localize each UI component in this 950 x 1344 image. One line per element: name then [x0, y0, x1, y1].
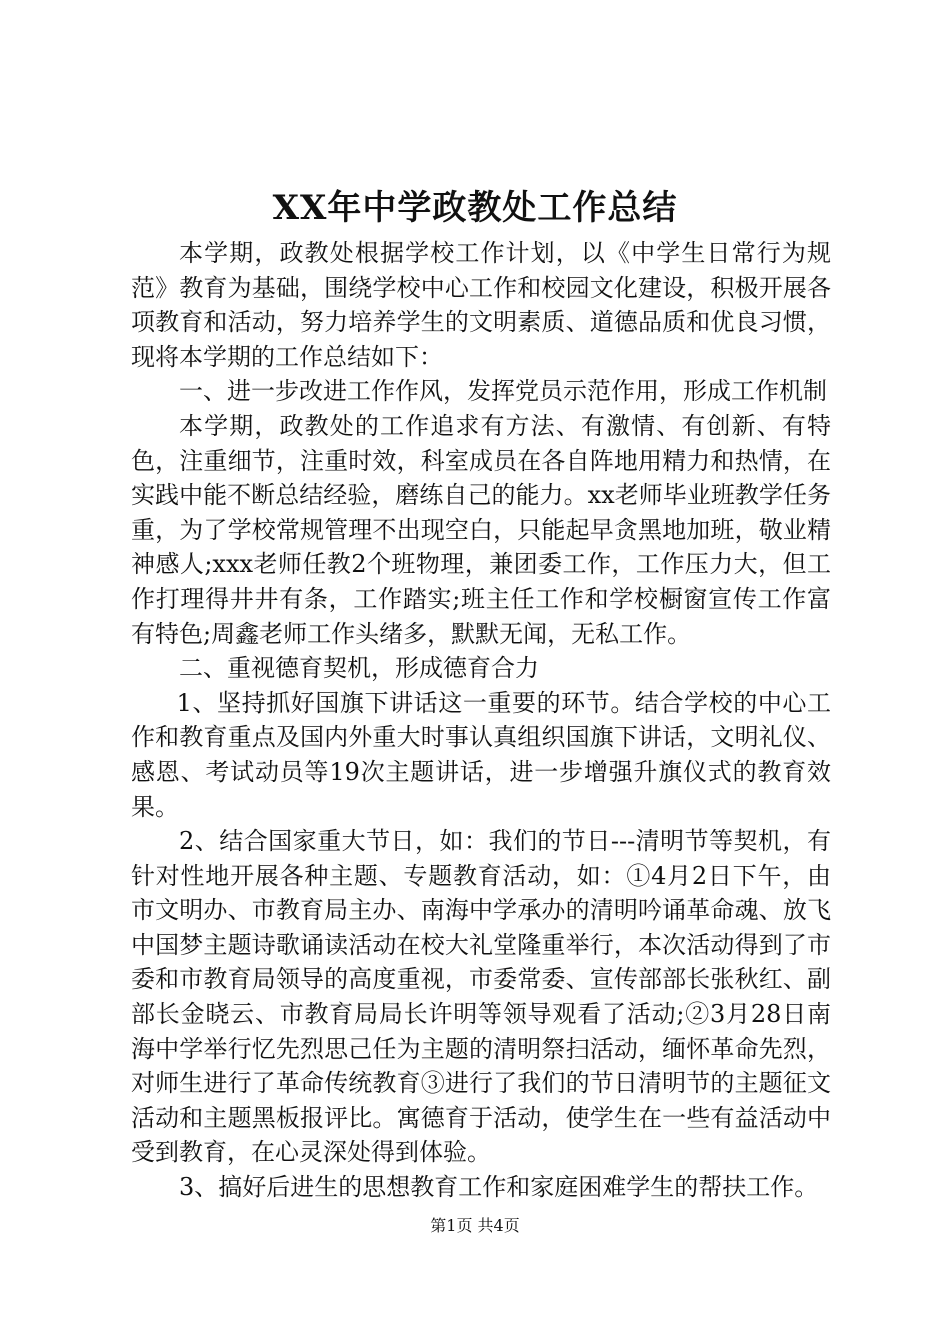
section-heading-1: 一、进一步改进工作作风，发挥党员示范作用，形成工作机制	[179, 377, 827, 406]
paragraph-section-1: 本学期，政教处的工作追求有方法、有激情、有创新、有特色，注重细节，注重时效，科室成员在各自阵地用精力和热情，在实践中能不断总结经验，磨练自己的能力。xx老师毕业班教学任务重，为了学校常规管理不出现空白，只能起早贪黑地加班，敬业精神感人;xxx老师任教2个班物理，兼团委工作，工作压力大，但工作打理得井井有条，工作踏实;班主任工作和学校橱窗宣传工作富有特色;周鑫老师工作头绪多，默默无闻，无私工作。	[131, 411, 831, 648]
paragraph-item-1: 1、坚持抓好国旗下讲话这一重要的环节。结合学校的中心工作和教育重点及国内外重大时事认真组织国旗下讲话，文明礼仪、感恩、考试动员等19次主题讲话，进一步增强升旗仪式的教育效果。	[131, 688, 831, 821]
section-heading-2: 二、重视德育契机，形成德育合力	[179, 654, 539, 683]
paragraph-item-3: 3、搞好后进生的思想教育工作和家庭困难学生的帮扶工作。	[179, 1173, 819, 1202]
paragraph-item-2: 2、结合国家重大节日，如：我们的节日---清明节等契机，有针对性地开展各种主题、专题教育活动，如：①4月2日下午，由市文明办、市教育局主办、南海中学承办的清明吟诵革命魂、放飞中国梦主题诗歌诵读活动在校大礼堂隆重举行，本次活动得到了市委和市教育局领导的高度重视，市委常委、宣传部部长张秋红、副部长金晓云、市教育局局长许明等领导观看了活动;②3月28日南海中学举行忆先烈思己任为主题的清明祭扫活动，缅怀革命先烈，对师生进行了革命传统教育③进行了我们的节日清明节的主题征文活动和主题黑板报评比。寓德育于活动，使学生在一些有益活动中受到教育，在心灵深处得到体验。	[131, 827, 831, 1167]
document-body	[131, 236, 831, 1205]
paragraph-intro: 本学期，政教处根据学校工作计划，以《中学生日常行为规范》教育为基础，围绕学校中心工作和校园文化建设，积极开展各项教育和活动，努力培养学生的文明素质、道德品质和优良习惯，现将本学期的工作总结如下：	[131, 239, 831, 371]
page-footer: 第1页 共4页	[430, 1216, 520, 1235]
document-title: XX年中学政教处工作总结	[272, 188, 678, 228]
